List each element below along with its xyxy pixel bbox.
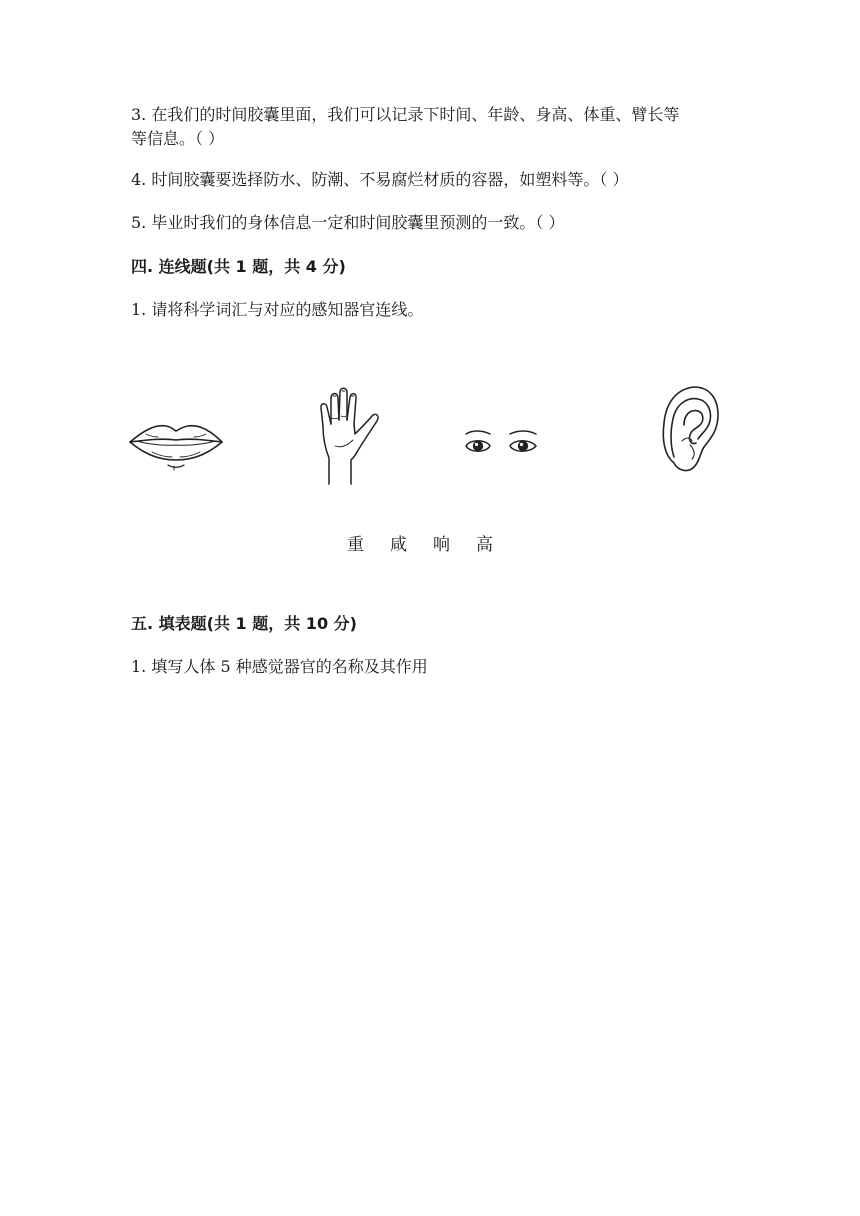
section-4-heading: 四. 连线题(共 1 题，共 4 分) (131, 257, 346, 276)
eyes-icon (464, 428, 538, 462)
question-4: 4. 时间胶囊要选择防水、防潮、不易腐烂材质的容器，如塑料等。（ ） (131, 170, 629, 189)
mouth-icon (128, 418, 224, 474)
ear-icon (660, 385, 722, 475)
question-5: 5. 毕业时我们的身体信息一定和时间胶囊里预测的一致。（ ） (131, 213, 565, 232)
word-salty: 咸 (390, 535, 407, 555)
word-high: 高 (476, 535, 493, 555)
section-5-heading: 五. 填表题(共 1 题，共 10 分) (131, 614, 357, 633)
section-5-question-1: 1. 填写人体 5 种感觉器官的名称及其作用 (131, 657, 428, 676)
word-heavy: 重 (347, 535, 364, 555)
word-loud: 响 (433, 535, 450, 555)
section-4-question-1: 1. 请将科学词汇与对应的感知器官连线。 (131, 300, 424, 319)
question-3-line-1: 3. 在我们的时间胶囊里面，我们可以记录下时间、年龄、身高、体重、臂长等 (131, 105, 680, 124)
question-3-line-2: 等信息。（ ） (131, 129, 225, 148)
hand-icon (315, 388, 379, 486)
